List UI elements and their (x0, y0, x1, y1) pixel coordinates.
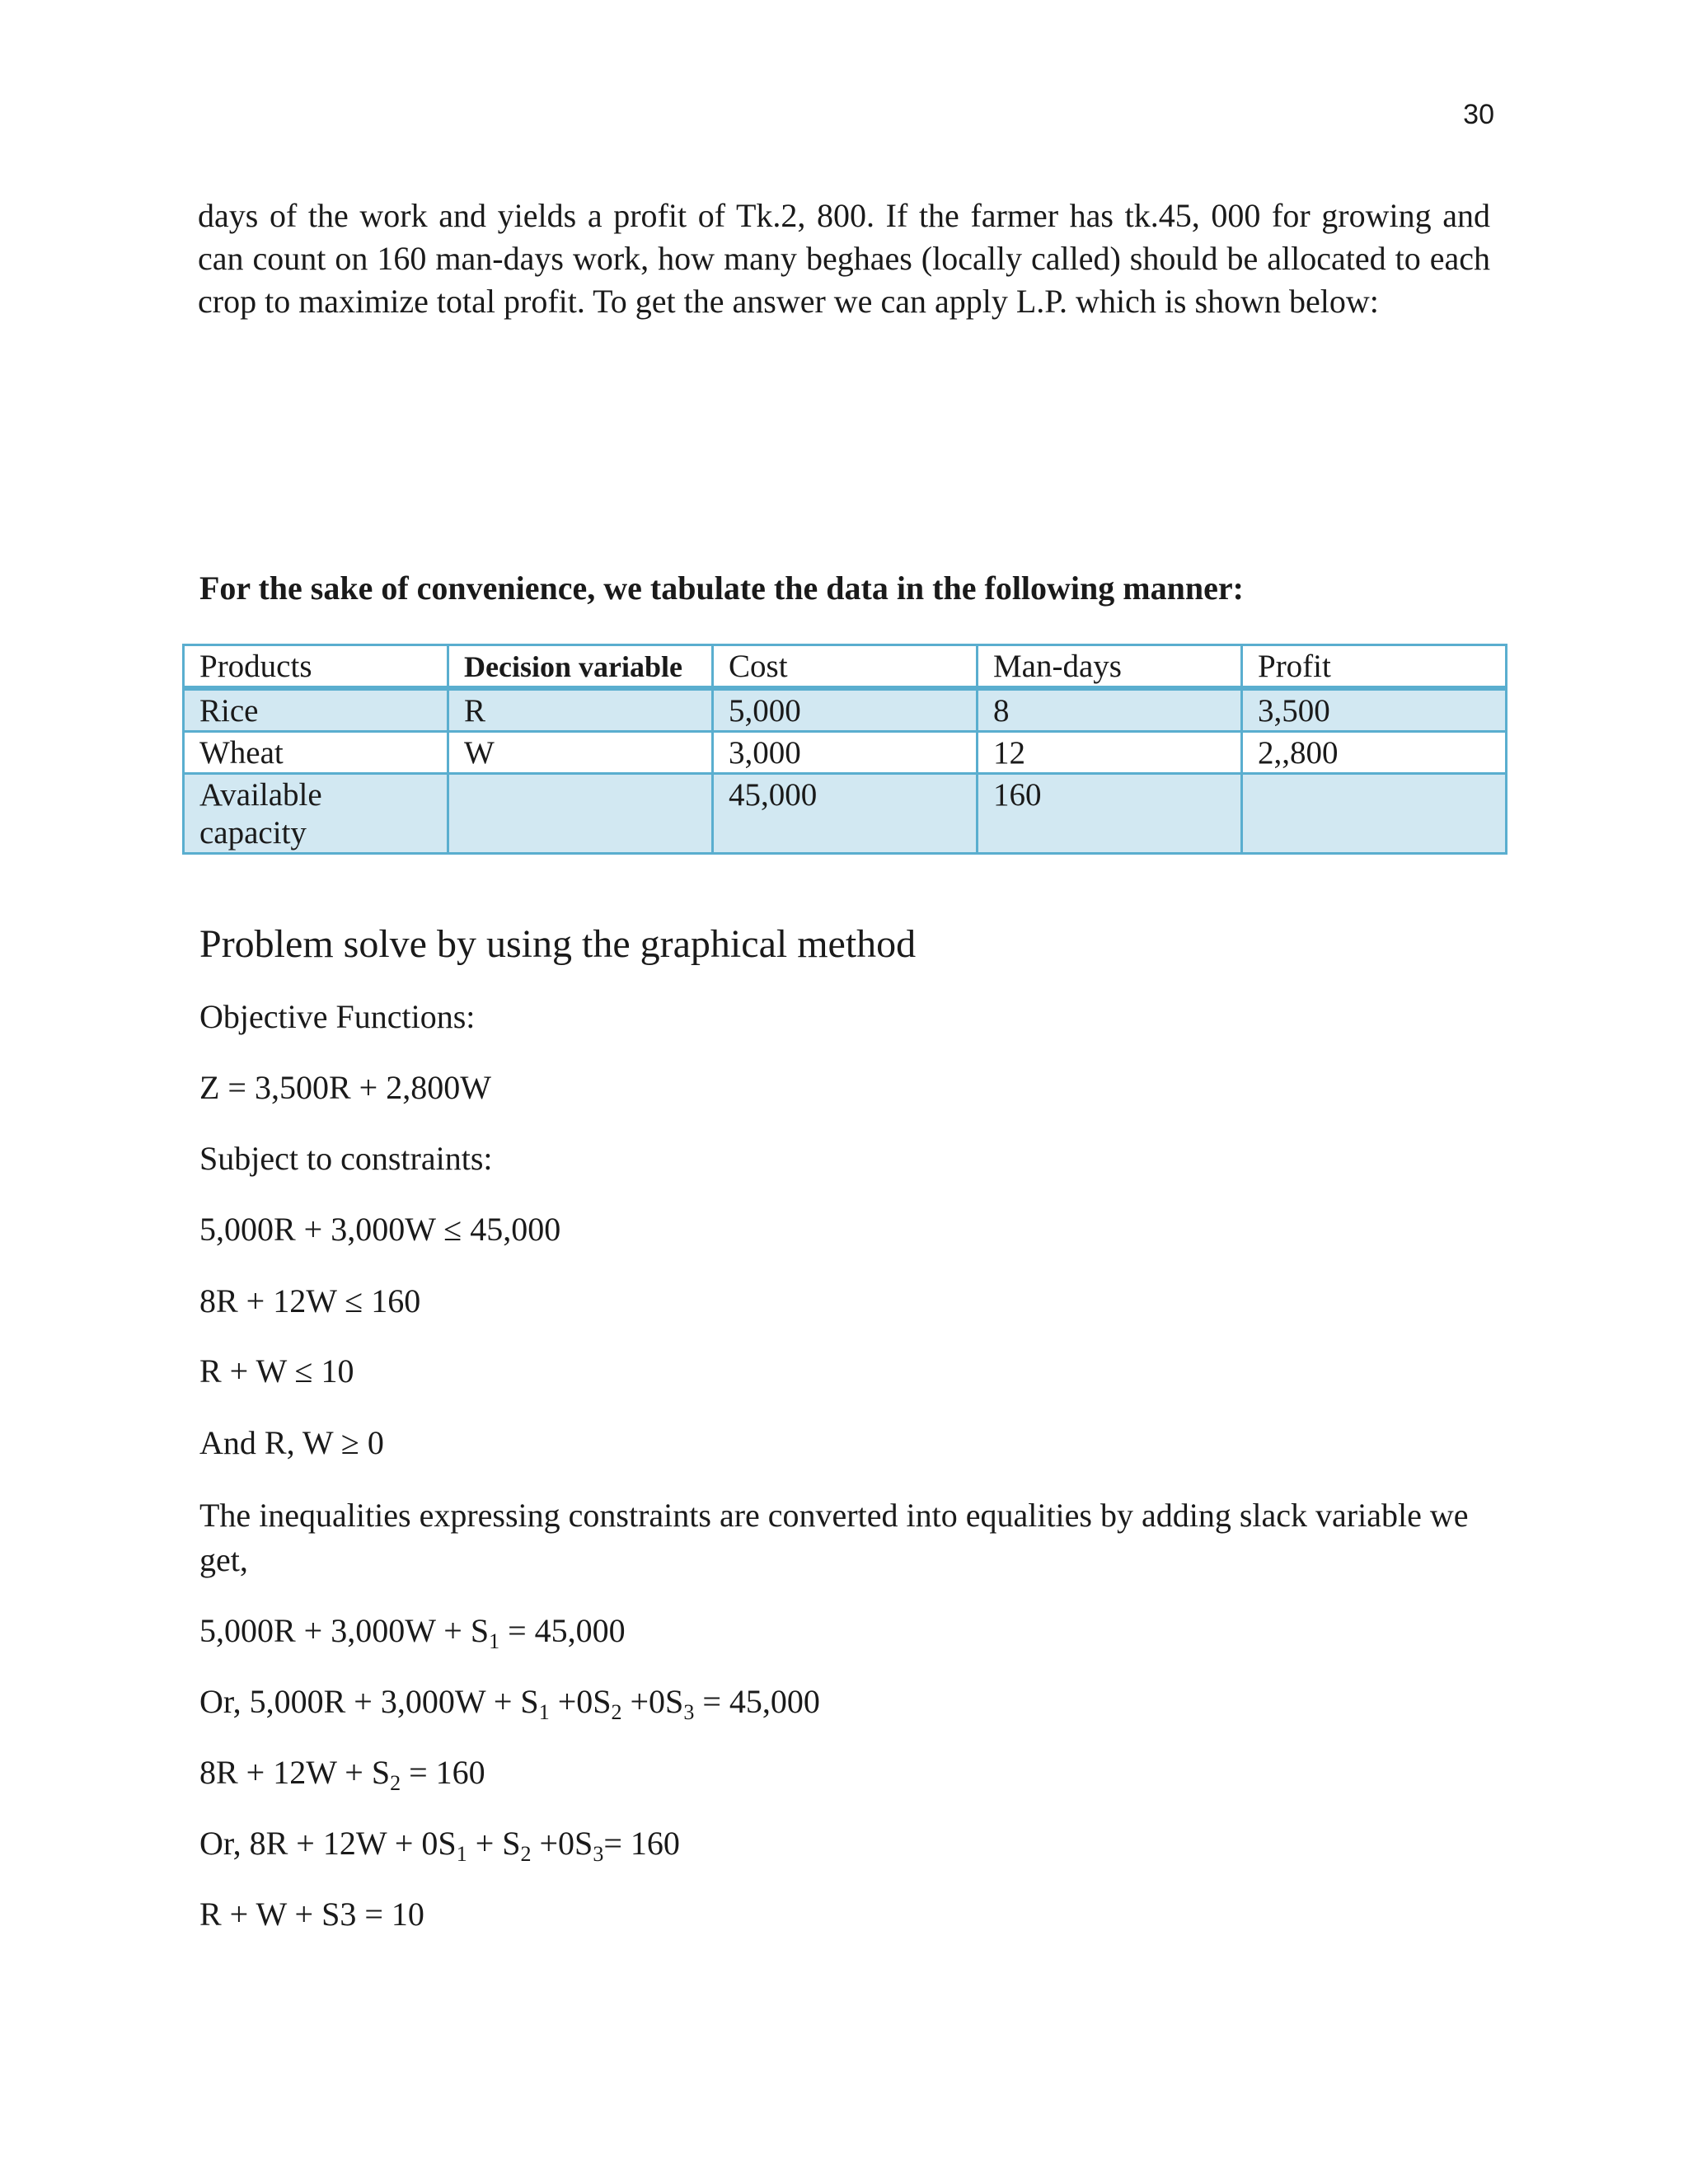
header-man-days: Man-days (978, 645, 1242, 689)
objective-label: Objective Functions: (199, 998, 476, 1035)
constraint-1: 5,000R + 3,000W ≤ 45,000 (199, 1211, 561, 1248)
eq-text: 5,000R + 3,000W + S (199, 1612, 490, 1649)
eq-subscript: 3 (593, 1842, 604, 1866)
table-cell: 45,000 (713, 774, 978, 854)
header-products: Products (184, 645, 448, 689)
equation-4 (199, 1824, 680, 1866)
table-heading: For the sake of convenience, we tabulate the data in the following manner: (199, 569, 1244, 607)
eq-subscript: 2 (520, 1842, 532, 1866)
table-cell: 3,500 (1242, 688, 1507, 732)
table-cell: Wheat (184, 732, 448, 774)
table-cell: W (448, 732, 713, 774)
eq-text: = 160 (603, 1825, 680, 1862)
table-cell (1242, 774, 1507, 854)
header-profit: Profit (1242, 645, 1507, 689)
page-number: 30 (1463, 99, 1494, 130)
table-cell: 5,000 (713, 688, 978, 732)
eq-subscript: 1 (489, 1629, 500, 1653)
table-cell: 12 (978, 732, 1242, 774)
eq-text: +0S (531, 1825, 593, 1862)
non-negativity-constraint: And R, W ≥ 0 (199, 1424, 384, 1461)
table-cell: R (448, 688, 713, 732)
table-cell: 160 (978, 774, 1242, 854)
eq-subscript: 1 (456, 1842, 467, 1866)
eq-text: = 45,000 (694, 1683, 820, 1720)
table-cell: 2,,800 (1242, 732, 1507, 774)
table-row (184, 732, 1507, 774)
eq-subscript: 3 (683, 1700, 695, 1724)
data-table (182, 644, 1507, 855)
constraint-2: 8R + 12W ≤ 160 (199, 1282, 421, 1319)
eq-text: = 160 (401, 1754, 485, 1791)
eq-text: +0S (621, 1683, 684, 1720)
equation-1 (199, 1611, 626, 1653)
header-decision-variable: Decision variable (448, 645, 713, 689)
table-row (184, 688, 1507, 732)
eq-text: Or, 5,000R + 3,000W + S (199, 1683, 539, 1720)
table-cell: Rice (184, 688, 448, 732)
constraints-label: Subject to constraints: (199, 1140, 493, 1177)
equation-3 (199, 1753, 485, 1795)
intro-line: days of the work and yields a profit of Tk.2, 800. If the farmer has tk.45, 000 for growing and (198, 197, 1490, 234)
table-header-row (184, 645, 1507, 689)
table-cell: 8 (978, 688, 1242, 732)
table-cell (448, 774, 713, 854)
eq-text: + S (467, 1825, 521, 1862)
intro-line: can count on 160 man-days work, how many beghaes (locally called) should be allocated to each (198, 240, 1490, 277)
header-cost: Cost (713, 645, 978, 689)
eq-subscript: 2 (390, 1771, 401, 1795)
table-cell: Available capacity (184, 774, 448, 854)
constraint-3: R + W ≤ 10 (199, 1352, 354, 1390)
eq-text: Or, 8R + 12W + 0S (199, 1825, 457, 1862)
eq-text: = 45,000 (499, 1612, 626, 1649)
eq-subscript: 2 (611, 1700, 622, 1724)
intro-paragraph (198, 194, 1490, 323)
equation-2 (199, 1682, 820, 1724)
section-title: Problem solve by using the graphical method (199, 922, 917, 966)
eq-subscript: 1 (538, 1700, 550, 1724)
table-cell: 3,000 (713, 732, 978, 774)
slack-paragraph: The inequalities expressing constraints are converted into equalities by adding slack variable we get, (199, 1497, 1469, 1578)
eq-text: 8R + 12W + S (199, 1754, 391, 1791)
objective-function: Z = 3,500R + 2,800W (199, 1069, 491, 1106)
equation-5: R + W + S3 = 10 (199, 1896, 424, 1933)
eq-text: +0S (549, 1683, 612, 1720)
intro-line: crop to maximize total profit. To get the answer we can apply L.P. which is shown below: (198, 283, 1379, 320)
table-row (184, 774, 1507, 854)
